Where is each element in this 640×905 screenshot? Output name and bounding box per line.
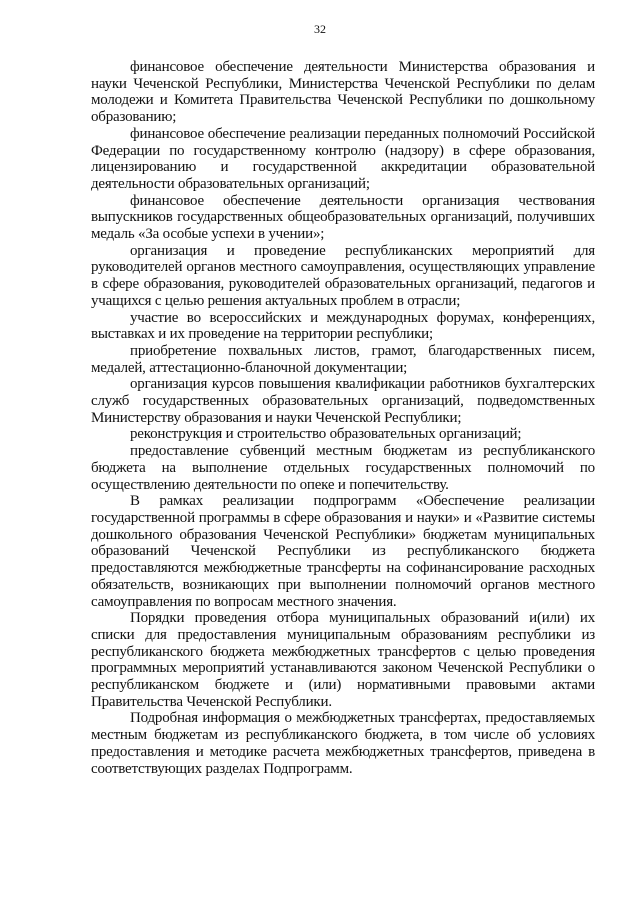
paragraph: финансовое обеспечение деятельности Министерства образования и науки Чеченской Республики, Министерства Чеченской Республики по делам молодежи и Комитета Правительства Чеченской Республики по дошкольному образованию; (91, 59, 595, 126)
paragraph: финансовое обеспечение деятельности организация чествования выпускников государственных общеобразовательных организаций, получивших медаль «За особые успехи в учении»; (91, 192, 595, 243)
paragraph: В рамках реализации подпрограмм «Обеспечение реализации государственной программы в сфере образования и науки» и «Развитие системы дошкольного образования Чеченской Республики» бюджетам муниципальных образований Чеченской Республики из республиканского бюджета предоставляются межбюджетные трансферты на софинансирование расходных обязательств, возникающих при выполнении полномочий органов местного самоуправления по вопросам местного значения. (91, 493, 595, 610)
paragraph: финансовое обеспечение реализации переданных полномочий Российской Федерации по государственному контролю (надзору) в сфере образования, лицензированию и государственной аккредитации образовательной деятельности образовательных организаций; (91, 125, 595, 192)
paragraph: Подробная информация о межбюджетных трансфертах, предоставляемых местным бюджетам из республиканского бюджета, в том числе об условиях предоставления и методике расчета межбюджетных трансфертов, приведена в соответствующих разделах Подпрограмм. (91, 710, 595, 777)
paragraph: предоставление субвенций местным бюджетам из республиканского бюджета на выполнение отдельных государственных полномочий по осуществлению деятельности по опеке и попечительству. (91, 443, 595, 493)
document-body (91, 59, 595, 777)
paragraph: реконструкция и строительство образовательных организаций; (130, 426, 522, 443)
paragraph: приобретение похвальных листов, грамот, благодарственных писем, медалей, аттестационно-бланочной документации; (91, 342, 595, 376)
paragraph: участие во всероссийских и международных форумах, конференциях, выставках и их проведение на территории республики; (91, 309, 595, 343)
paragraph: Порядки проведения отбора муниципальных образований и(или) их списки для предоставления муниципальным образованиям республики из республиканского бюджета межбюджетных трансфертов с целью проведения программных мероприятий устанавливаются законом Чеченской Республики о республиканском бюджете и (или) нормативными правовыми актами Правительства Чеченской Республики. (91, 610, 595, 710)
page-number: 32 (314, 22, 326, 36)
paragraph: организация курсов повышения квалификации работников бухгалтерских служб государственных образовательных организаций, подведомственных Министерству образования и науки Чеченской Республики; (91, 376, 595, 426)
paragraph: организация и проведение республиканских мероприятий для руководителей органов местного самоуправления, осуществляющих управление в сфере образования, руководителей образовательных организаций, педагогов и учащихся с целью решения актуальных проблем в отрасли; (91, 242, 595, 309)
